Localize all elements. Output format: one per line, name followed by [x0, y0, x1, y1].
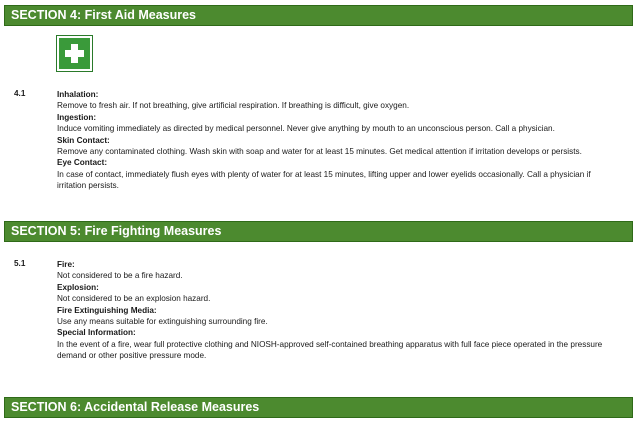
ingestion-heading: Ingestion:	[57, 112, 97, 122]
inhalation-heading: Inhalation:	[57, 90, 99, 99]
inhalation-text: Remove to fresh air. If not breathing, give artificial respiration. If breathing is difficult, give oxygen.	[57, 101, 410, 111]
extinguishing-media-text: Use any means suitable for extinguishing surrounding fire.	[57, 317, 268, 327]
eye-contact-heading: Eye Contact:	[57, 158, 108, 168]
skin-contact-text: Remove any contaminated clothing. Wash skin with soap and water for at least 15 minutes. Get medical attention if irritation develops or persists.	[57, 147, 582, 157]
section-4-content	[57, 89, 617, 192]
ingestion-text: Induce vomiting immediately as directed by medical personnel. Never give anything by mouth to an unconscious person. Call a physician.	[57, 124, 555, 134]
skin-contact-heading: Skin Contact:	[57, 135, 110, 145]
explosion-text: Not considered to be an explosion hazard.	[57, 294, 211, 304]
section-5-number: 5.1	[14, 259, 26, 268]
special-information-heading: Special Information:	[57, 328, 136, 338]
explosion-heading: Explosion:	[57, 282, 99, 292]
first-aid-cross-icon	[56, 35, 93, 72]
extinguishing-media-heading: Fire Extinguishing Media:	[57, 305, 157, 315]
section-5-content	[57, 259, 617, 362]
fire-text: Not considered to be a fire hazard.	[57, 271, 183, 281]
section-4-number: 4.1	[14, 89, 26, 98]
section-6-header: SECTION 6: Accidental Release Measures	[4, 397, 633, 418]
fire-heading: Fire:	[57, 260, 75, 269]
special-information-text: In the event of a fire, wear full protective clothing and NIOSH-approved self-contained breathing apparatus with full face piece operated in the pressure demand or other positive pressure mode.	[57, 339, 603, 361]
section-5-header: SECTION 5: Fire Fighting Measures	[4, 221, 633, 242]
section-4-header: SECTION 4: First Aid Measures	[4, 5, 633, 26]
eye-contact-text: In case of contact, immediately flush eyes with plenty of water for at least 15 minutes, lifting upper and lower eyelids occasionally. Call a physician if irritation persists.	[57, 169, 591, 191]
